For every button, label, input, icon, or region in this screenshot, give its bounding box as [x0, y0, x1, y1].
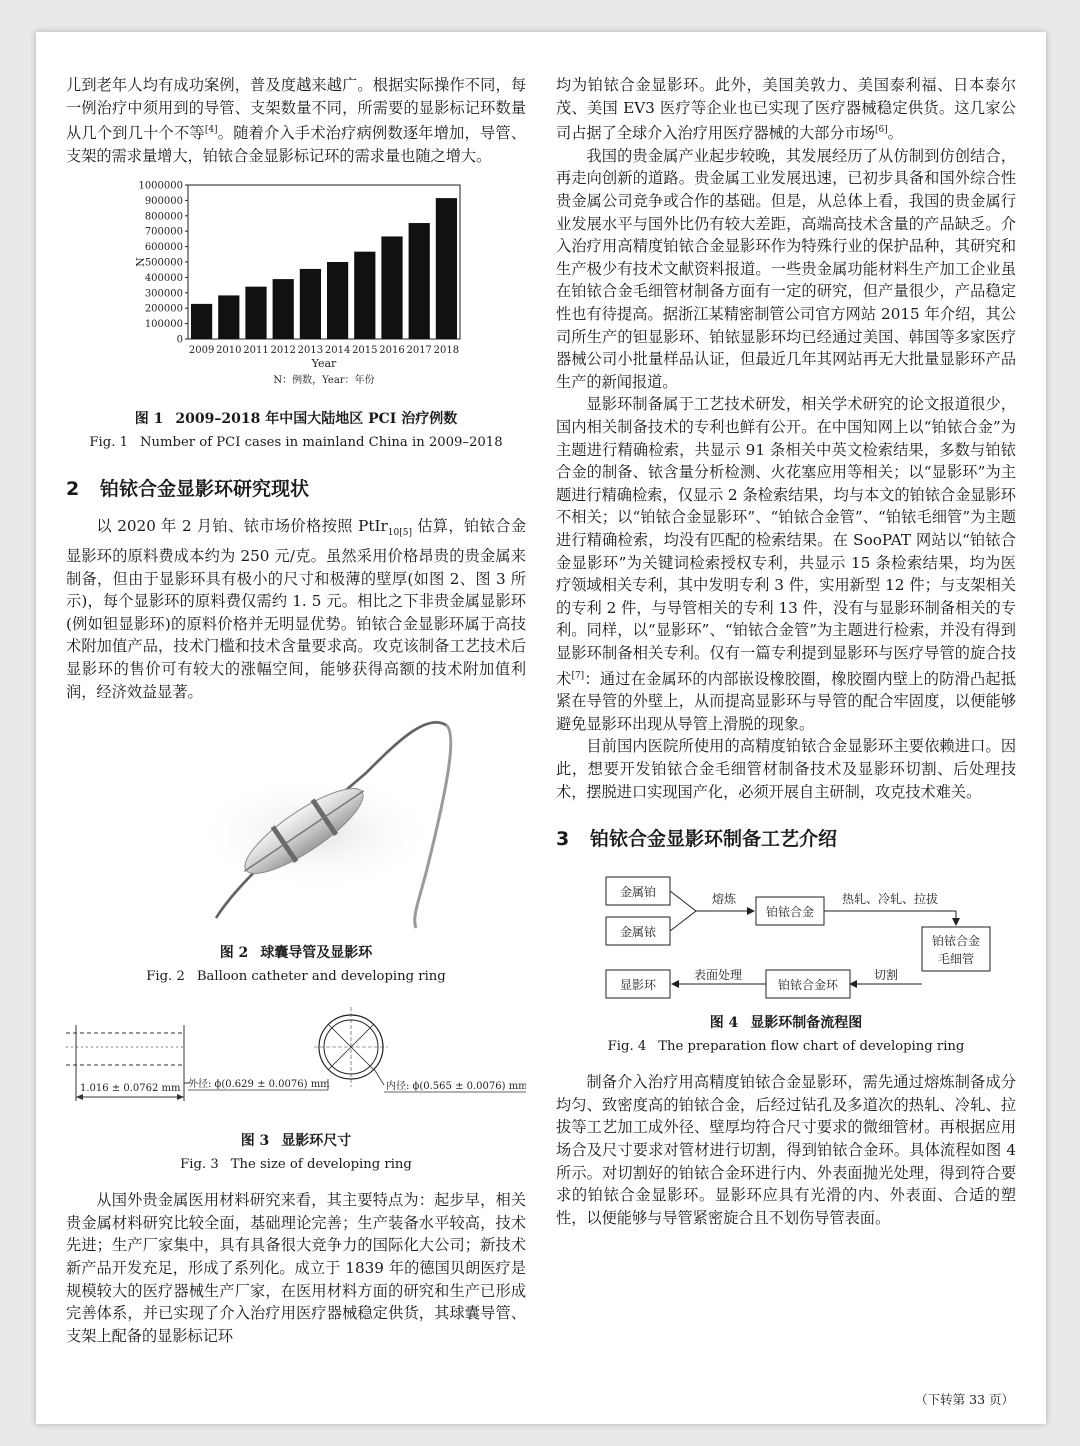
- left-intro-paragraph: 儿到老年人均有成功案例，普及度越来越广。根据实际操作不同，每一例治疗中须用到的导管、支架数量不同，所需要的显影标记环数量从几个到几十个不等[4]。随着介入手术治疗病例数逐年增加，导管、支架的需求量增大，铂铱合金显影标记环的需求量也随之增大。: [66, 76, 527, 165]
- x-tick-label: 2017: [406, 345, 432, 357]
- x-tick-label: 2010: [216, 345, 242, 357]
- axis-note: N：例数，Year：年份: [273, 375, 375, 387]
- figure-2: [66, 713, 526, 987]
- figure-1-caption-cn: 图 1 2009–2018 年中国大陆地区 PCI 治疗例数: [134, 411, 458, 428]
- x-axis-label: Year: [311, 357, 337, 371]
- section-3-heading: 3 铂铱合金显影环制备工艺介绍: [556, 828, 838, 851]
- figure-4: [556, 871, 1016, 1057]
- bar-2009: [191, 304, 212, 339]
- y-tick-label: 600000: [144, 242, 183, 254]
- ring-inner-diameter-label: 内径: ϕ(0.565 ± 0.0076) mm: [386, 1081, 526, 1093]
- bar-2017: [409, 223, 430, 339]
- x-tick-label: 2012: [270, 345, 296, 357]
- pci-bar-chart: [66, 175, 526, 397]
- svg-text:金属铱: 金属铱: [619, 925, 657, 940]
- y-tick-label: 500000: [144, 257, 183, 269]
- bar-2012: [273, 280, 294, 340]
- svg-text:显影环: 显影环: [619, 978, 657, 993]
- y-axis-label: N: [134, 257, 147, 268]
- flow-step-cutting: 切割: [873, 968, 899, 983]
- svg-text:铂铱合金: 铂铱合金: [765, 905, 815, 920]
- bar-2011: [245, 287, 266, 339]
- svg-text:铂铱合金环: 铂铱合金环: [777, 978, 839, 993]
- right-paragraph-2: 我国的贵金属产业起步较晚，其发展经历了从仿制到仿创结合，再走向创新的道路。贵金属工业发展迅速，已初步具备和国外综合性贵金属公司竞争或合作的基础。但是，从总体上看，我国的贵金属行业发展水平与国外比仍有较大差距，高端高技术含量的产品缺乏。介入治疗用高精度铂铱合金显影环作为特殊行业的保护品种，其研究和生产极少有技术文献资料报道。一些贵金属功能材料生产加工企业虽在铂铱合金毛细管材制备方面有一定的研究，但产量很少，产品稳定性也有待提高。据浙江某精密制管公司官方网站 2015 年介绍，其公司所生产的钽显影环、铂铱显影环均已经通过美国、韩国等多家医疗器械公司小批量样品认证，但最近几年其网站再无大批量显影环产品生产的新闻报道。: [556, 146, 1016, 391]
- flow-step-rolling: 热轧、冷轧、拉拔: [841, 892, 939, 907]
- figure-3-caption-cn: 图 3 显影环尺寸: [240, 1133, 352, 1150]
- svg-text:铂铱合金: 铂铱合金: [931, 934, 981, 949]
- svg-text:金属铂: 金属铂: [619, 885, 657, 900]
- right-paragraph-1: 均为铂铱合金显影环。此外，美国美敦力、美国泰利福、日本泰尔茂、美国 EV3 医疗等企业也已实现了医疗器械稳定供货。这几家公司占据了全球介入治疗用医疗器械的大部分市场[6]。: [556, 76, 1016, 143]
- bar-2016: [381, 237, 402, 340]
- preparation-flow-chart: [556, 871, 1016, 1003]
- y-tick-label: 300000: [144, 288, 183, 300]
- figure-2-caption-en: Fig. 2 Balloon catheter and developing ring: [146, 969, 446, 985]
- figure-4-caption-cn: 图 4 显影环制备流程图: [709, 1015, 863, 1032]
- section-2-paragraph-2: 从国外贵金属医用材料研究来看，其主要特点为：起步早，相关贵金属材料研究比较全面，基础理论完善；生产装备水平较高，技术先进；生产厂家集中，具有具备很大竞争力的国际化大公司；新技术新产品开发充足，形成了系列化。成立于 1839 年的德国贝朗医疗是规模较大的医疗器械生产厂家，在医用材料方面的研究和生产已形成完善体系，并已实现了介入治疗用医疗器械稳定供货，其球囊导管、支架上配备的显影标记环: [66, 1191, 526, 1345]
- x-tick-label: 2009: [188, 345, 215, 357]
- section-3-paragraph-1: 制备介入治疗用高精度铂铱合金显影环，需先通过熔炼制备成分均匀、致密度高的铂铱合金，后经过钻孔及多道次的热轧、冷轧、拉拔等工艺加工成外径、壁厚均符合尺寸要求的微细管材。再根据应用场合及尺寸要求对管材进行切割，得到铂铱合金环。具体流程如图 4 所示。对切割好的铂铱合金环进行内、外表面抛光处理，得到符合要求的铂铱合金显影环。显影环应具有光滑的内、外表面、合适的塑性，以便能够与导管紧密旋合且不划伤导管表面。: [556, 1073, 1016, 1227]
- bar-2014: [327, 262, 348, 339]
- continued-note: （下转第 33 页）: [915, 1392, 1014, 1407]
- figure-4-caption-en: Fig. 4 The preparation flow chart of developing ring: [607, 1039, 965, 1055]
- flow-step-melting: 熔炼: [711, 892, 737, 907]
- x-tick-label: 2014: [324, 345, 351, 357]
- x-tick-label: 2016: [379, 345, 405, 357]
- y-tick-label: 700000: [144, 227, 183, 239]
- figure-3: [66, 995, 526, 1175]
- y-tick-label: 900000: [144, 196, 183, 208]
- figure-3-caption-en: Fig. 3 The size of developing ring: [180, 1157, 412, 1173]
- figure-2-caption-cn: 图 2 球囊导管及显影环: [219, 945, 373, 962]
- flow-step-surface-treatment: 表面处理: [693, 968, 743, 983]
- paper-page: [36, 32, 1046, 1424]
- x-tick-label: 2015: [352, 345, 378, 357]
- svg-text:毛细管: 毛细管: [937, 952, 975, 967]
- bar-2013: [300, 269, 321, 339]
- ring-outer-diameter-label: 外径: ϕ(0.629 ± 0.0076) mm: [188, 1079, 330, 1091]
- right-paragraph-3: 显影环制备属于工艺技术研发，相关学术研究的论文报道很少，国内相关制备技术的专利也鲜有公开。在中国知网上以“铂铱合金”为主题进行精确检索，共显示 91 条相关中英文检索结果，多数与铂铱合金的制备、铱含量分析检测、火花塞应用等相关；以“显影环”为主题进行精确检索，仅显示 2 条检索结果，均与本文的铂铱合金显影环不相关；以“铂铱合金显影环”、“铂铱合金管”、“铂铱毛细管”为主题进行精确检索，均没有匹配的检索结果。在 SooPAT 网站以“铂铱合金显影环”为关键词检索授权专利，共显示 15 条检索结果，均为医疗领域相关专利，其中发明专利 3 件，实用新型 12 件；与支架相关的专利 2 件，与导管相关的专利 13 件，没有与显影环制备相关的专利。同样，以“显影环”、“铂铱合金管”为主题进行检索，并没有得到显影环制备相关专利。仅有一篇专利提到显影环与医疗导管的旋合技术[7]：通过在金属环的内部嵌设橡胶圈，橡胶圈内壁上的防滑凸起抵紧在导管的外壁上，从而提高显影环与导管的配合牢固度，以便能够避免显影环出现从导管上滑脱的现象。: [556, 395, 1017, 733]
- y-tick-label: 200000: [144, 304, 183, 316]
- x-tick-label: 2013: [297, 345, 324, 357]
- y-tick-label: 400000: [144, 273, 183, 285]
- x-tick-label: 2011: [243, 345, 269, 357]
- section-2-paragraph-1: 以 2020 年 2 月铂、铱市场价格按照 PtIr$_{10[5]}$ 估算，铂铱合金显影环的原料费成本约为 250 元/克。虽然采用价格昂贵的贵金属来制备，但由于显影环具有极小的尺寸和极薄的壁厚(如图 2、图 3 所示)，每个显影环的原料费仅需约 1. 5 元。相比之下非贵金属显影环(例如钽显影环)的原料价格并无明显优势。铂铱合金显影环属于高技术附加值产品，技术门槛和技术含量要求高。攻克该制备工艺技术后显影环的售价可有较大的涨幅空间，能够获得高额的技术附加值利润，经济效益显著。: [66, 517, 527, 701]
- figure-1-caption-en: Fig. 1 Number of PCI cases in mainland China in 2009–2018: [89, 435, 503, 451]
- ring-dimension-drawing: [66, 995, 526, 1121]
- section-2-heading: 2 铂铱合金显影环研究现状: [66, 478, 310, 501]
- bar-2010: [218, 296, 239, 340]
- left-column: [66, 74, 526, 1347]
- bar-2018: [436, 199, 457, 340]
- right-paragraph-4: 目前国内医院所使用的高精度铂铱合金显影环主要依赖进口。因此，想要开发铂铱合金毛细管材制备技术及显影环切割、后处理技术，摆脱进口实现国产化，必须开展自主研制，攻克技术难关。: [556, 737, 1016, 801]
- right-column: [556, 74, 1016, 1229]
- y-tick-label: 1000000: [138, 180, 183, 192]
- ring-end-view: [314, 1007, 388, 1090]
- y-tick-label: 100000: [144, 319, 183, 331]
- figure-1: [66, 175, 526, 453]
- ring-length-label: 1.016 ± 0.0762 mm: [80, 1083, 181, 1095]
- bar-2015: [354, 252, 375, 339]
- x-tick-label: 2018: [433, 345, 460, 357]
- y-tick-label: 0: [176, 334, 183, 346]
- balloon-catheter-illustration: [66, 713, 526, 935]
- y-tick-label: 800000: [144, 211, 183, 223]
